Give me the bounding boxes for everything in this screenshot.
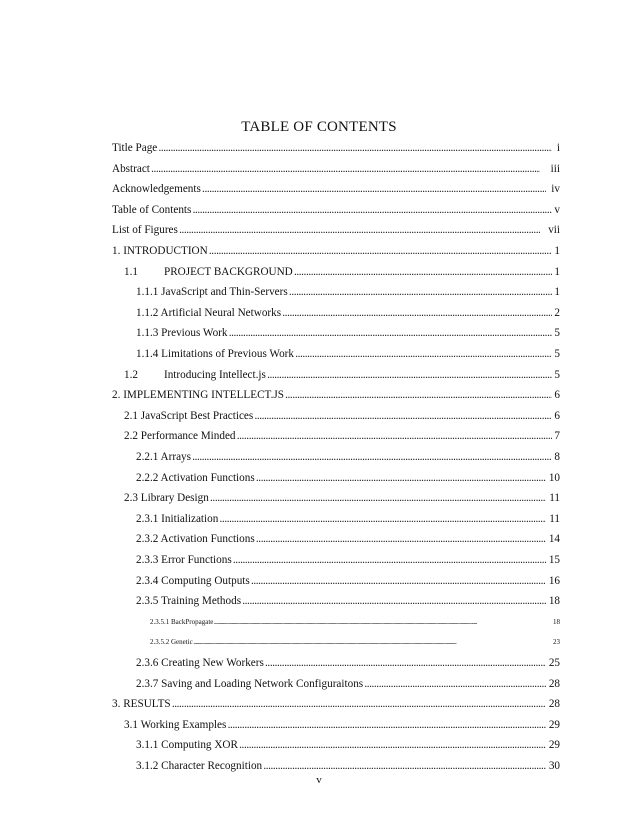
toc-entry-title [136,552,546,568]
toc-entry-page: 1 [554,245,560,257]
toc-entry-text: 3. RESULTS [112,698,171,711]
toc-entry-title [150,634,546,650]
toc-entry-page: 10 [548,471,560,484]
toc-entry-title [112,202,552,218]
toc-entry-title [124,490,546,506]
toc-entry-page: 14 [548,533,560,546]
toc-entry-text: 2.3.5.1 BackPropagate [150,617,214,626]
toc-entry [0,161,638,177]
page-number: v [316,774,322,786]
toc-entry-title [136,573,546,589]
toc-entry [0,758,638,774]
toc-entry-title [124,717,546,733]
toc-entry [0,243,638,259]
toc-entry-text: Title Page [112,142,158,154]
toc-entry-page: 18 [548,595,560,608]
toc-entry-page: 5 [554,368,560,381]
toc-entry-text: 3.1.1 Computing XOR [136,739,238,752]
toc-entry-text: 1.1.1 JavaScript and Thin-Servers [136,286,288,299]
toc-entry-text: 3.1.2 Character Recognition [136,760,263,772]
toc-entry-text: 2.2.2 Activation Functions [136,471,255,484]
toc-entry [0,614,638,630]
toc-entry-page: 28 [548,677,560,690]
toc-entry-page: 7 [554,430,560,443]
toc-entry-title [136,449,552,465]
toc-entry [0,573,638,589]
toc-entry-title [150,614,546,630]
toc-entry-title [136,511,546,527]
toc-entry-text: Abstract [112,162,150,175]
toc-entry-page: 6 [554,409,560,422]
toc-entry-page: 2 [554,306,560,319]
toc-entry-title [112,181,546,197]
toc-entry [0,140,638,156]
toc-entry-title [112,161,540,177]
toc-entry-page: 29 [548,718,560,731]
toc-entry-title [136,346,552,362]
toc-entry-text: 1.1.3 Previous Work [136,327,228,340]
toc-entry-text: 2. IMPLEMENTING INTELLECT.JS [112,389,284,402]
toc-entry [0,737,638,753]
toc-entry-text: 2.3.4 Computing Outputs [136,574,250,587]
toc-entry-text: 2.1 JavaScript Best Practices [124,409,254,422]
toc-entry-text: 2.3.5.2 Genetic [150,638,193,647]
toc-entry-text: List of Figures [112,224,178,237]
toc-entry-page: 23 [553,638,560,647]
toc-entry [0,408,638,424]
toc-entry [0,305,638,321]
toc-entry-text: PROJECT BACKGROUND [163,265,293,278]
toc-entry-text: 2.3 Library Design [124,492,209,505]
toc-entry-title [136,737,546,753]
toc-entry [0,655,638,671]
toc-entry-page: v [554,203,560,216]
toc-entry-title [136,593,546,609]
toc-entry-title [136,325,552,341]
toc-entry-title [112,243,552,259]
toc-entry-title [124,264,552,280]
toc-entry [0,593,638,609]
toc-entry-page: iii [550,162,560,175]
toc-entry-title [136,655,546,671]
toc-entry-page: 5 [554,327,560,340]
toc-entry-text: 2.3.2 Activation Functions [136,533,255,546]
toc-entry-page: 15 [548,554,560,566]
toc-entry [0,634,638,650]
toc-entry-title [136,284,552,300]
toc-entry-page: i [556,142,560,154]
toc-entry [0,717,638,733]
toc-entry-text: 2.2 Performance Minded [124,430,236,443]
toc-entry-text: 2.3.1 Initialization [136,512,219,525]
toc-entry [0,202,638,218]
toc-entry-title [136,305,552,321]
toc-entry-text: 2.3.3 Error Functions [136,554,232,566]
toc-entry-page: vii [548,224,560,237]
toc-entry-page: 1 [554,265,560,278]
toc-entry [0,490,638,506]
toc-entry-page: iv [551,183,560,196]
toc-entry [0,676,638,692]
toc-entry-text: 2.3.7 Saving and Loading Network Configuraitons [136,677,364,690]
toc-entry-text: 2.3.5 Training Methods [136,595,242,608]
toc-entry [0,367,638,383]
toc-entry-page: 6 [554,389,560,402]
toc-entry-page: 8 [554,451,560,463]
toc-entry-title [136,470,546,486]
toc-entry [0,449,638,465]
toc-entry [0,531,638,547]
toc-entry-text: 2.3.6 Creating New Workers [136,657,264,669]
toc-entry [0,552,638,568]
toc-entry-number: 1.2 [124,368,138,381]
toc-entry-title [136,676,546,692]
toc-entry-title [112,222,540,238]
toc-entry-text: 3.1 Working Examples [124,718,227,731]
page-title: TABLE OF CONTENTS [241,119,397,135]
toc-entry-page: 5 [554,348,560,360]
toc-entry [0,181,638,197]
toc-entry-title [112,140,552,156]
toc-entry-page: 25 [548,657,560,669]
toc-entry-text: 1.1.2 Artificial Neural Networks [136,306,282,319]
toc-entry-title [124,367,552,383]
toc-entry-text: 1. INTRODUCTION [112,245,208,257]
toc-entry [0,428,638,444]
toc-entry-page: 11 [549,492,560,505]
toc-entry-page: 28 [548,698,560,711]
toc-entry-text: Table of Contents [112,203,192,216]
toc-entry-text: 2.2.1 Arrays [136,451,191,463]
toc-entry-page: 30 [548,760,560,772]
toc-entry [0,264,638,280]
toc-entry [0,470,638,486]
toc-entry-text: 1.1.4 Limitations of Previous Work [136,348,294,360]
toc-entry-title [136,531,546,547]
toc-entry-text: Acknowledgements [112,183,201,196]
toc-entry-title [112,387,552,403]
toc-entry-title [112,696,546,712]
toc-entry [0,284,638,300]
toc-entry-title [124,408,552,424]
toc-entry [0,325,638,341]
toc-entry-page: 1 [554,286,560,299]
toc-entry [0,222,638,238]
toc-entry [0,387,638,403]
toc-entry-text: Introducing Intellect.js [163,368,266,381]
toc-entry-page: 11 [549,512,560,525]
toc-entry-title [124,428,552,444]
toc-entry [0,511,638,527]
toc-entry-page: 18 [553,617,560,626]
toc-entry-number: 1.1 [124,265,138,278]
toc-entry-page: 29 [548,739,560,752]
toc-entry-page: 16 [548,574,560,587]
toc-entry [0,696,638,712]
toc-entry-title [136,758,546,774]
toc-entry [0,346,638,362]
